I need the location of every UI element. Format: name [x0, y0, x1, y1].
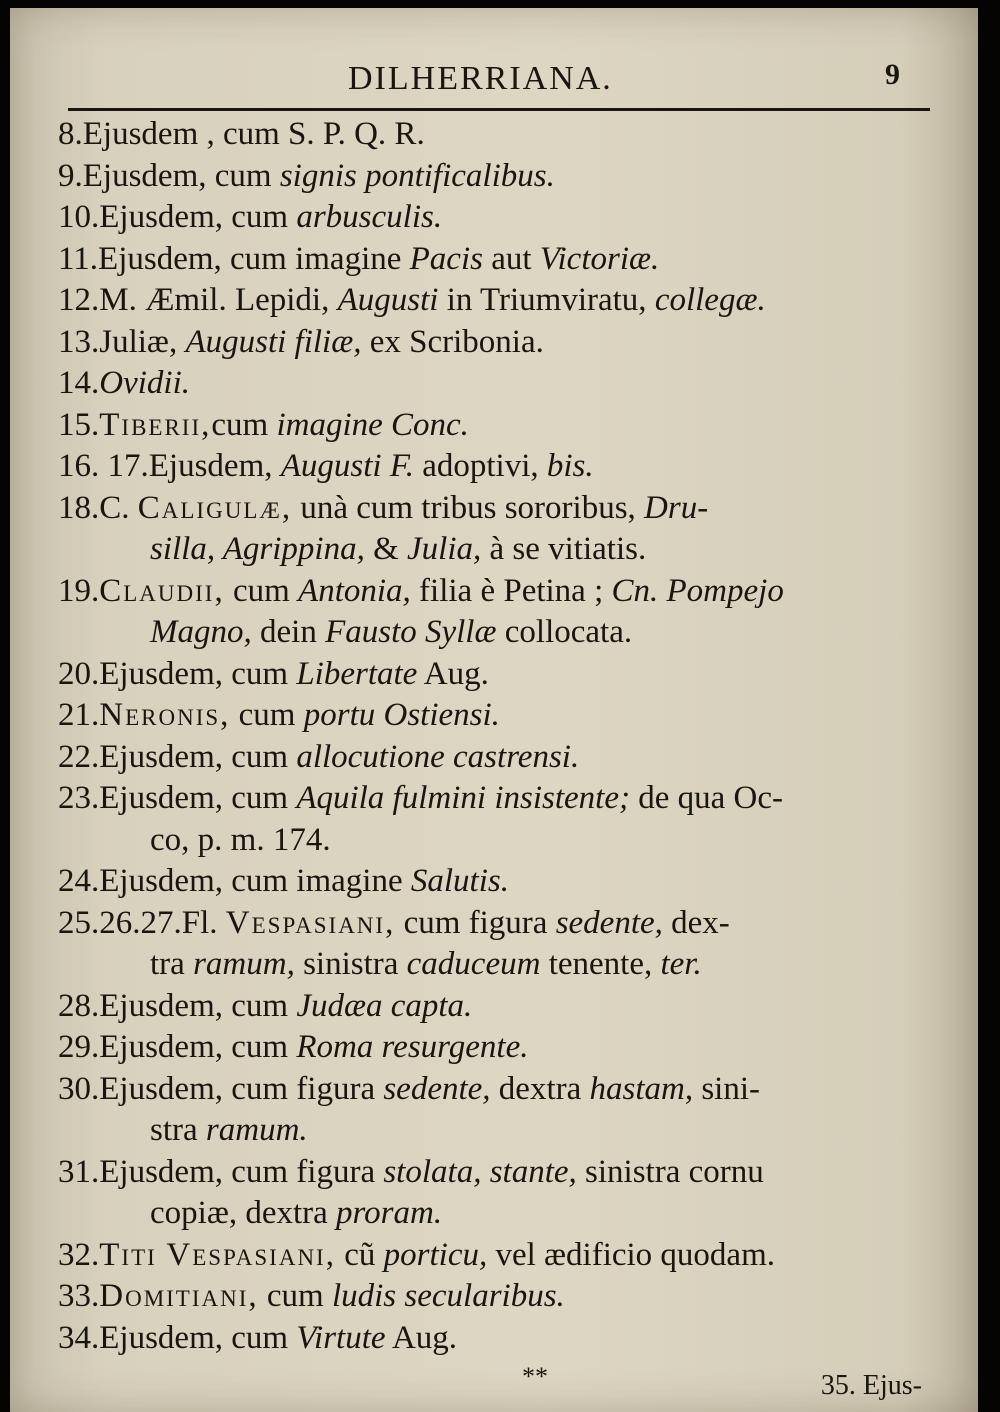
italic-text: Augusti filiæ,: [185, 323, 362, 360]
entry-number: 8.: [58, 116, 83, 152]
entry-text: cũ: [335, 1236, 384, 1273]
entry-text: Ejusdem, cum imagine: [98, 240, 410, 277]
list-item: [58, 405, 898, 447]
italic-text: arbusculis.: [296, 199, 443, 235]
entry-number: 12.: [58, 282, 100, 318]
list-item: [58, 778, 898, 820]
entry-text: Juliæ,: [99, 323, 186, 360]
list-item: [58, 737, 898, 779]
entry-text: unà cum tribus sororibus,: [292, 489, 645, 526]
coin-list: [58, 114, 898, 1359]
entry-text: Ejusdem, cum: [99, 199, 297, 235]
list-item: [58, 1318, 898, 1360]
entry-number: 31.: [58, 1153, 100, 1190]
italic-text: Victoriæ.: [539, 240, 660, 277]
italic-text: Cn. Pompejo: [611, 572, 784, 609]
italic-text: hastam,: [589, 1070, 694, 1107]
entry-text: co, p. m. 174.: [150, 821, 331, 858]
entry-text: Ejusdem, cum imagine: [99, 863, 411, 899]
catchword: 35. Ejus-: [820, 1370, 922, 1401]
list-item: [58, 571, 898, 613]
entry-text: vel ædificio quodam.: [487, 1236, 776, 1273]
list-item-continuation: [58, 944, 898, 986]
entry-text: filia è Petina ;: [410, 572, 612, 609]
entry-number: 25.26.27.: [58, 904, 182, 941]
italic-text: portu Ostiensi.: [303, 697, 500, 733]
entry-number: 14.: [58, 365, 100, 401]
list-item-continuation: [58, 820, 898, 862]
list-item-continuation: [58, 1110, 898, 1152]
list-item: [58, 986, 898, 1028]
small-caps-name: Vespasiani,: [225, 904, 396, 941]
entry-text: Aug.: [385, 1319, 458, 1356]
list-item: [58, 156, 898, 198]
list-item: [58, 446, 898, 488]
italic-text: bis.: [546, 448, 594, 484]
list-item: [58, 197, 898, 239]
list-item: [58, 322, 898, 364]
list-item: [58, 903, 898, 945]
entry-number: 20.: [58, 655, 100, 692]
italic-text: Augusti: [337, 282, 439, 318]
list-item: [58, 861, 898, 903]
entry-number: 34.: [58, 1319, 100, 1356]
italic-text: Virtute: [296, 1319, 386, 1356]
entry-text: Aug.: [417, 655, 489, 692]
page-header: [50, 56, 930, 108]
italic-text: allocutione castrensi.: [296, 738, 580, 775]
entry-text: Ejusdem, cum: [99, 738, 297, 775]
small-caps-name: Domitiani,: [99, 1278, 259, 1314]
running-head: DILHERRIANA.: [348, 60, 613, 97]
italic-text: Ovidii.: [99, 365, 190, 401]
italic-text: Aquila fulmini insistente;: [296, 780, 630, 816]
entry-text: Ejusdem,: [148, 448, 281, 484]
entry-text: Ejusdem, cum figura: [99, 1153, 384, 1190]
italic-text: collegæ.: [654, 282, 766, 318]
entry-text: in Triumviratu,: [438, 282, 655, 318]
entry-number: 21.: [58, 697, 100, 733]
list-item: [58, 239, 898, 281]
italic-text: imagine Conc.: [276, 406, 469, 443]
italic-text: Dru-: [644, 489, 709, 526]
list-item: [58, 1027, 898, 1069]
page-footer: [50, 1360, 940, 1410]
list-item: [58, 654, 898, 696]
entry-number: 22.: [58, 738, 100, 775]
entry-text: aut: [482, 240, 540, 277]
entry-text: sini-: [693, 1070, 761, 1107]
entry-text: cum figura: [395, 904, 556, 941]
italic-text: ramum.: [205, 1112, 308, 1148]
entry-text: cum: [224, 572, 299, 609]
small-caps-name: Neronis,: [99, 697, 231, 733]
italic-text: ramum,: [193, 946, 295, 982]
italic-text: Augusti F.: [280, 448, 414, 484]
entry-text: dex-: [662, 904, 730, 941]
italic-text: porticu,: [383, 1236, 488, 1273]
entry-text: C.: [99, 489, 138, 526]
entry-text: cum: [230, 697, 304, 733]
entry-text: copiæ, dextra: [150, 1195, 337, 1231]
list-item: [58, 1152, 898, 1194]
entry-number: 30.: [58, 1070, 100, 1107]
italic-text: Roma resurgente.: [296, 1029, 529, 1065]
page-number: 9: [885, 58, 900, 91]
entry-number: 32.: [58, 1236, 100, 1273]
italic-text: Magno,: [150, 614, 252, 650]
entry-text: tra: [150, 946, 194, 982]
entry-text: ex Scribonia.: [361, 323, 544, 360]
list-item-continuation: [58, 612, 898, 654]
entry-number: 33.: [58, 1278, 100, 1314]
italic-text: ludis secularibus.: [331, 1278, 565, 1314]
italic-text: proram.: [336, 1195, 443, 1231]
entry-text: collocata.: [496, 614, 633, 650]
header-rule: [68, 108, 930, 111]
entry-text: Ejusdem, cum: [99, 655, 297, 692]
entry-number: 16. 17.: [58, 448, 149, 484]
small-caps-name: Tiberii,: [99, 406, 212, 443]
entry-number: 13.: [58, 323, 100, 360]
entry-number: 11.: [58, 240, 99, 277]
small-caps-name: Titi Vespasiani,: [99, 1236, 336, 1273]
list-item: [58, 1069, 898, 1111]
small-caps-name: Claudii,: [99, 572, 225, 609]
entry-text: sinistra cornu: [576, 1153, 764, 1190]
signature-mark: **: [522, 1362, 548, 1391]
entry-text: Ejusdem, cum: [99, 1319, 297, 1356]
entry-text: adoptivi,: [413, 448, 547, 484]
list-item: [58, 695, 898, 737]
entry-text: stra: [150, 1112, 206, 1148]
list-item-continuation: [58, 529, 898, 571]
entry-text: Ejusdem, cum figura: [99, 1070, 384, 1107]
italic-text: sedente,: [555, 904, 663, 941]
italic-text: ter.: [660, 946, 702, 982]
italic-text: Julia,: [407, 531, 482, 567]
entry-number: 19.: [58, 572, 100, 609]
entry-text: Ejusdem, cum: [99, 780, 297, 816]
list-item-continuation: [58, 1193, 898, 1235]
entry-text: &: [364, 531, 408, 567]
list-item: [58, 488, 898, 530]
italic-text: silla, Agrippina,: [150, 531, 365, 567]
entry-number: 9.: [58, 157, 83, 194]
entry-text: dextra: [490, 1070, 590, 1107]
entry-text: M. Æmil. Lepidi,: [99, 282, 338, 318]
italic-text: Libertate: [296, 655, 418, 692]
italic-text: Antonia,: [298, 572, 411, 609]
entry-text: Ejusdem, cum: [99, 987, 297, 1024]
italic-text: Fausto Syllæ: [325, 614, 497, 650]
entry-text: Fl.: [181, 904, 226, 941]
book-page: [10, 8, 978, 1412]
italic-text: signis pontificalibus.: [279, 157, 555, 194]
italic-text: caduceum: [406, 946, 541, 982]
entry-number: 18.: [58, 489, 100, 526]
entry-text: Ejusdem, cum: [82, 157, 280, 194]
italic-text: sedente,: [383, 1070, 491, 1107]
list-item: [58, 1235, 898, 1277]
entry-text: cum: [258, 1278, 332, 1314]
small-caps-name: Caligulæ,: [137, 489, 293, 526]
entry-text: Ejusdem, cum: [99, 1029, 297, 1065]
list-item: [58, 1276, 898, 1318]
italic-text: Judæa capta.: [296, 987, 473, 1024]
entry-number: 23.: [58, 780, 100, 816]
italic-text: Pacis: [409, 240, 483, 277]
entry-number: 28.: [58, 987, 100, 1024]
entry-number: 15.: [58, 406, 100, 443]
entry-text: de qua Oc-: [629, 780, 783, 816]
list-item: [58, 114, 898, 156]
entry-text: tenente,: [540, 946, 661, 982]
italic-text: Salutis.: [410, 863, 509, 899]
entry-text: Ejusdem , cum S. P. Q. R.: [82, 116, 425, 152]
entry-text: sinistra: [294, 946, 407, 982]
list-item: [58, 280, 898, 322]
entry-text: à se vitiatis.: [481, 531, 647, 567]
entry-number: 24.: [58, 863, 100, 899]
entry-number: 10.: [58, 199, 100, 235]
list-item: [58, 363, 898, 405]
entry-text: cum: [211, 406, 277, 443]
italic-text: stolata, stante,: [383, 1153, 577, 1190]
entry-number: 29.: [58, 1029, 100, 1065]
entry-text: dein: [251, 614, 326, 650]
